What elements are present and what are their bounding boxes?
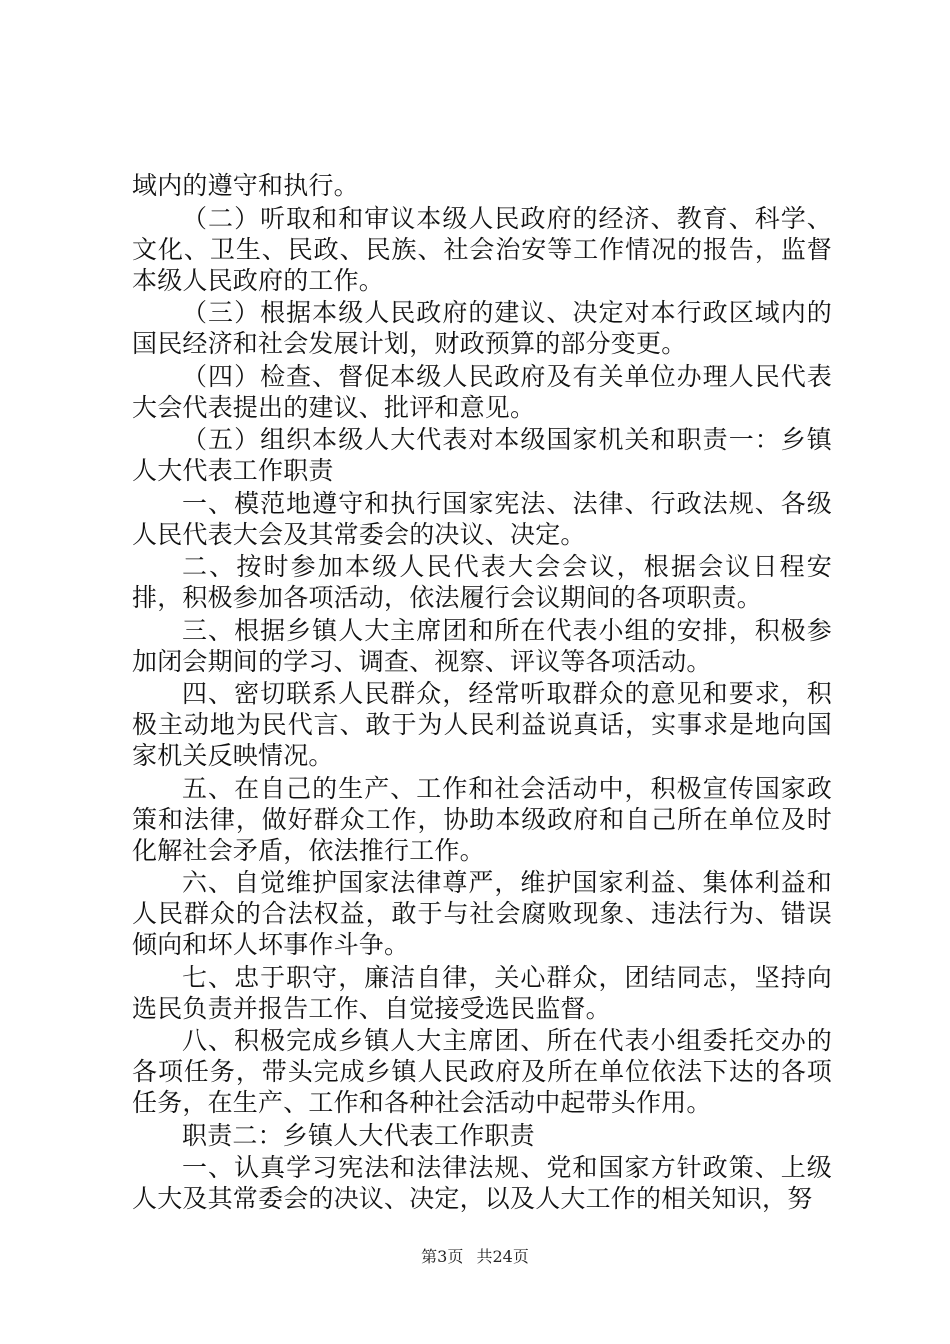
paragraph: 八、积极完成乡镇人大主席团、所在代表小组委托交办的各项任务，带头完成乡镇人民政府及所在单位依法下达的各项任务，在生产、工作和各种社会活动中起带头作用。 (132, 1026, 832, 1117)
paragraph: 六、自觉维护国家法律尊严，维护国家利益、集体利益和人民群众的合法权益，敢于与社会腐败现象、违法行为、错误倾向和坏人坏事作斗争。 (132, 868, 832, 959)
paragraph: 七、忠于职守，廉洁自律，关心群众，团结同志，坚持向选民负责并报告工作、自觉接受选民监督。 (132, 962, 832, 1023)
paragraph: （五）组织本级人大代表对本级国家机关和职责一：乡镇人大代表工作职责 (132, 425, 832, 485)
paragraph: 域内的遵守和执行。 (132, 171, 359, 200)
page-number: 第3页 (421, 1247, 464, 1266)
page-footer (0, 1244, 950, 1267)
paragraph: （二）听取和和审议本级人民政府的经济、教育、科学、文化、卫生、民政、民族、社会治安等工作情况的报告，监督本级人民政府的工作。 (132, 203, 832, 295)
paragraph: 四、密切联系人民群众，经常听取群众的意见和要求，积极主动地为民代言、敢于为人民利益说真话，实事求是地向国家机关反映情况。 (132, 679, 832, 770)
paragraph: 三、根据乡镇人大主席团和所在代表小组的安排，积极参加闭会期间的学习、调查、视察、评议等各项活动。 (132, 615, 832, 676)
document-body (132, 170, 832, 1216)
paragraph: （四）检查、督促本级人民政府及有关单位办理人民代表大会代表提出的建议、批评和意见。 (132, 361, 832, 422)
paragraph: （三）根据本级人民政府的建议、决定对本行政区域内的国民经济和社会发展计划，财政预算的部分变更。 (132, 298, 832, 358)
paragraph: 二、按时参加本级人民代表大会会议，根据会议日程安排，积极参加各项活动，依法履行会议期间的各项职责。 (132, 552, 832, 612)
paragraph: 五、在自己的生产、工作和社会活动中，积极宣传国家政策和法律，做好群众工作，协助本级政府和自己所在单位及时化解社会矛盾，依法推行工作。 (132, 773, 832, 865)
paragraph: 一、模范地遵守和执行国家宪法、法律、行政法规、各级人民代表大会及其常委会的决议、决定。 (132, 488, 832, 549)
page-total: 共24页 (476, 1247, 529, 1266)
paragraph: 职责二：乡镇人大代表工作职责 (182, 1120, 535, 1150)
paragraph: 一、认真学习宪法和法律法规、党和国家方针政策、上级人大及其常委会的决议、决定，以及人大工作的相关知识，努 (132, 1153, 832, 1213)
